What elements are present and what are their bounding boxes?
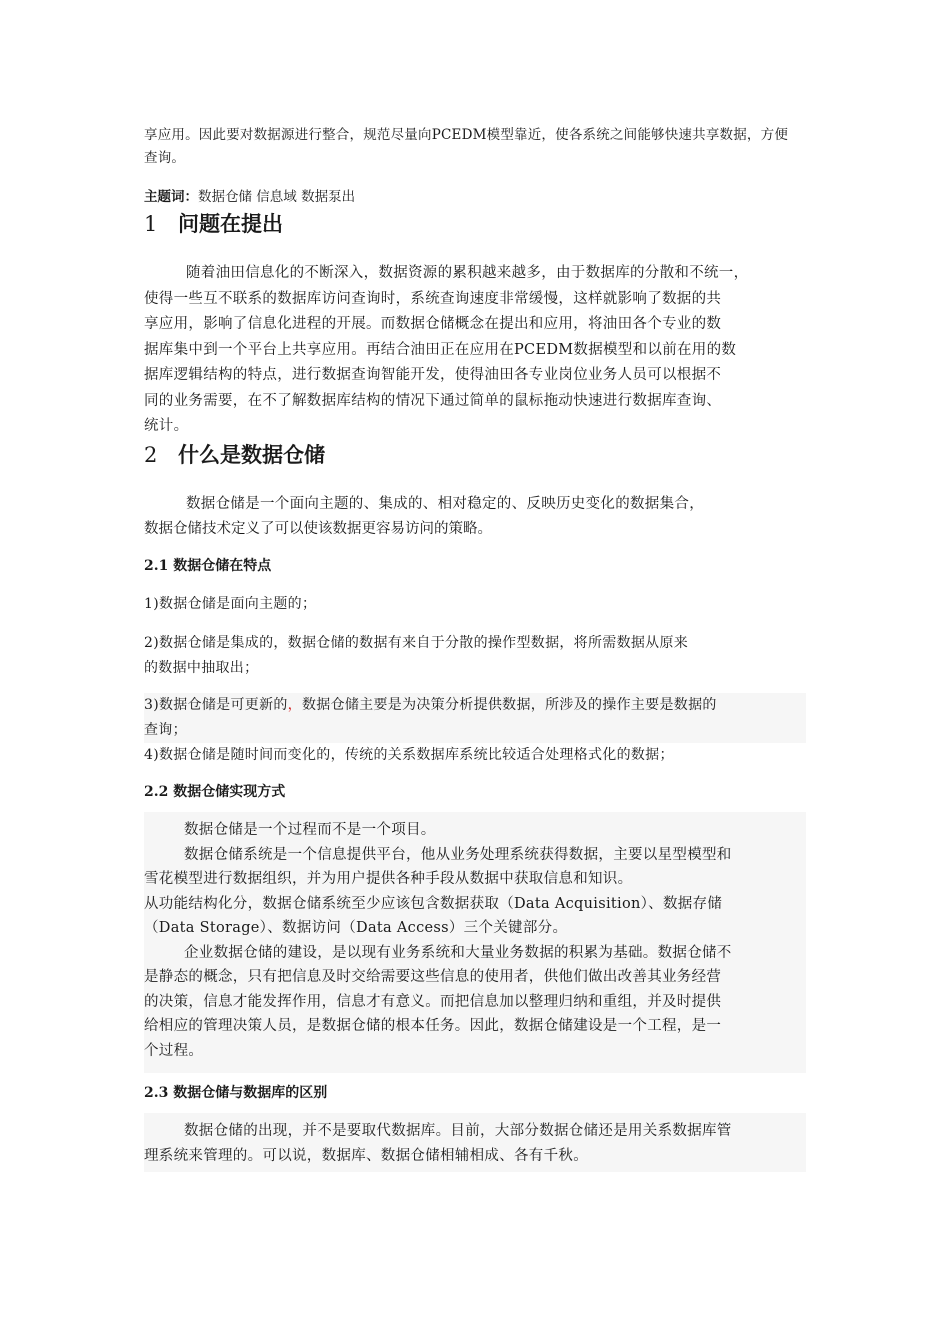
paragraph-line: 个过程。 (144, 1042, 204, 1059)
paragraph-line: 数据仓储是一个面向主题的、集成的、相对稳定的、反映历史变化的数据集合， (186, 495, 704, 512)
keywords-value: 数据仓储 信息域 数据泵出 (198, 189, 356, 205)
section-title: 什么是数据仓储 (178, 442, 325, 467)
section2-paragraph (144, 492, 806, 543)
paragraph-line: 数据仓储技术定义了可以使该数据更容易访问的策略。 (144, 521, 492, 537)
keywords-label: 主题词： (144, 189, 198, 205)
paragraph-line: 据库集中到一个平台上共享应用。再结合油田正在应用在PCEDM数据模型和以前在用的数 (144, 341, 737, 358)
intro-line: 查询。 (144, 150, 186, 166)
section-number: 1 (144, 212, 158, 236)
section-heading-1 (144, 209, 806, 239)
paragraph-line: 统计。 (144, 418, 189, 434)
paragraph-line: 享应用，影响了信息化进程的开展。而数据仓储概念在提出和应用，将油田各个专业的数 (144, 316, 722, 332)
paragraph-line: 数据仓储系统是一个信息提供平台，他从业务处理系统获得数据，主要以星型模型和 (184, 846, 732, 863)
paragraph-line: 给相应的管理决策人员，是数据仓储的根本任务。因此，数据仓储建设是一个工程，是一 (144, 1018, 722, 1034)
intro-line: 享应用。因此要对数据源进行整合，规范尽量向PCEDM模型靠近，使各系统之间能够快速共享数据，方便 (144, 127, 789, 143)
list-item-text: 3)数据仓储是可更新的 (144, 697, 288, 713)
section-heading-2 (144, 440, 806, 470)
list-item (144, 631, 806, 681)
section1-paragraph (144, 261, 806, 440)
paragraph-line: 数据仓储是一个过程而不是一个项目。 (184, 822, 436, 838)
section-number: 2 (144, 442, 158, 467)
section-title: 问题在提出 (178, 212, 283, 236)
document-page (144, 124, 806, 1172)
subsection-heading-2-2: 2.2 数据仓储实现方式 (144, 784, 286, 800)
list-item-highlighted (144, 693, 806, 743)
paragraph-line: 理系统来管理的。可以说，数据库、数据仓储相辅相成、各有千秋。 (144, 1147, 588, 1164)
quote-box (144, 1113, 806, 1172)
keywords-line (144, 186, 806, 209)
paragraph-line: 使得一些互不联系的数据库访问查询时，系统查询速度非常缓慢，这样就影响了数据的共 (144, 290, 722, 307)
quote-box (144, 812, 806, 1073)
list-item-text: 数据仓储主要是为决策分析提供数据，所涉及的操作主要是数据的 (301, 697, 717, 713)
paragraph-line: 从功能结构化分，数据仓储系统至少应该包含数据获取（Data Acquisition）、数据存储 (144, 895, 723, 912)
paragraph-line: （Data Storage）、数据访问（Data Access）三个关键部分。 (144, 920, 568, 936)
list-item-line: 查询； (144, 722, 187, 738)
subsection-heading-2-1: 2.1 数据仓储在特点 (144, 558, 272, 574)
paragraph-line: 是静态的概念，只有把信息及时交给需要这些信息的使用者，供他们做出改善其业务经营 (144, 969, 722, 985)
paragraph-line: 据库逻辑结构的特点，进行数据查询智能开发，使得油田各专业岗位业务人员可以根据不 (144, 367, 722, 383)
list-item-line (144, 693, 806, 718)
red-comma: ， (287, 697, 302, 713)
subsection-heading-2-3: 2.3 数据仓储与数据库的区别 (144, 1085, 328, 1101)
list-item: 4)数据仓储是随时间而变化的，传统的关系数据库系统比较适合处理格式化的数据； (144, 747, 674, 763)
list-item: 1)数据仓储是面向主题的； (144, 596, 317, 612)
paragraph-line: 企业数据仓储的建设，是以现有业务系统和大量业务数据的积累为基础。数据仓储不 (184, 944, 732, 961)
list-item-line: 2)数据仓储是集成的，数据仓储的数据有来自于分散的操作型数据，将所需数据从原来 (144, 635, 689, 651)
paragraph-line: 数据仓储的出现，并不是要取代数据库。目前，大部分数据仓储还是用关系数据库管 (184, 1123, 732, 1139)
paragraph-line: 的决策，信息才能发挥作用，信息才有意义。而把信息加以整理归纳和重组，并及时提供 (144, 993, 722, 1010)
paragraph-line: 同的业务需要，在不了解数据库结构的情况下通过简单的鼠标拖动快速进行数据库查询、 (144, 392, 722, 409)
paragraph-line: 随着油田信息化的不断深入，数据资源的累积越来越多，由于数据库的分散和不统一， (186, 265, 749, 281)
paragraph-line: 雪花模型进行数据组织，并为用户提供各种手段从数据中获取信息和知识。 (144, 871, 633, 887)
list-item-line: 的数据中抽取出； (144, 660, 259, 676)
intro-paragraph (144, 124, 806, 170)
